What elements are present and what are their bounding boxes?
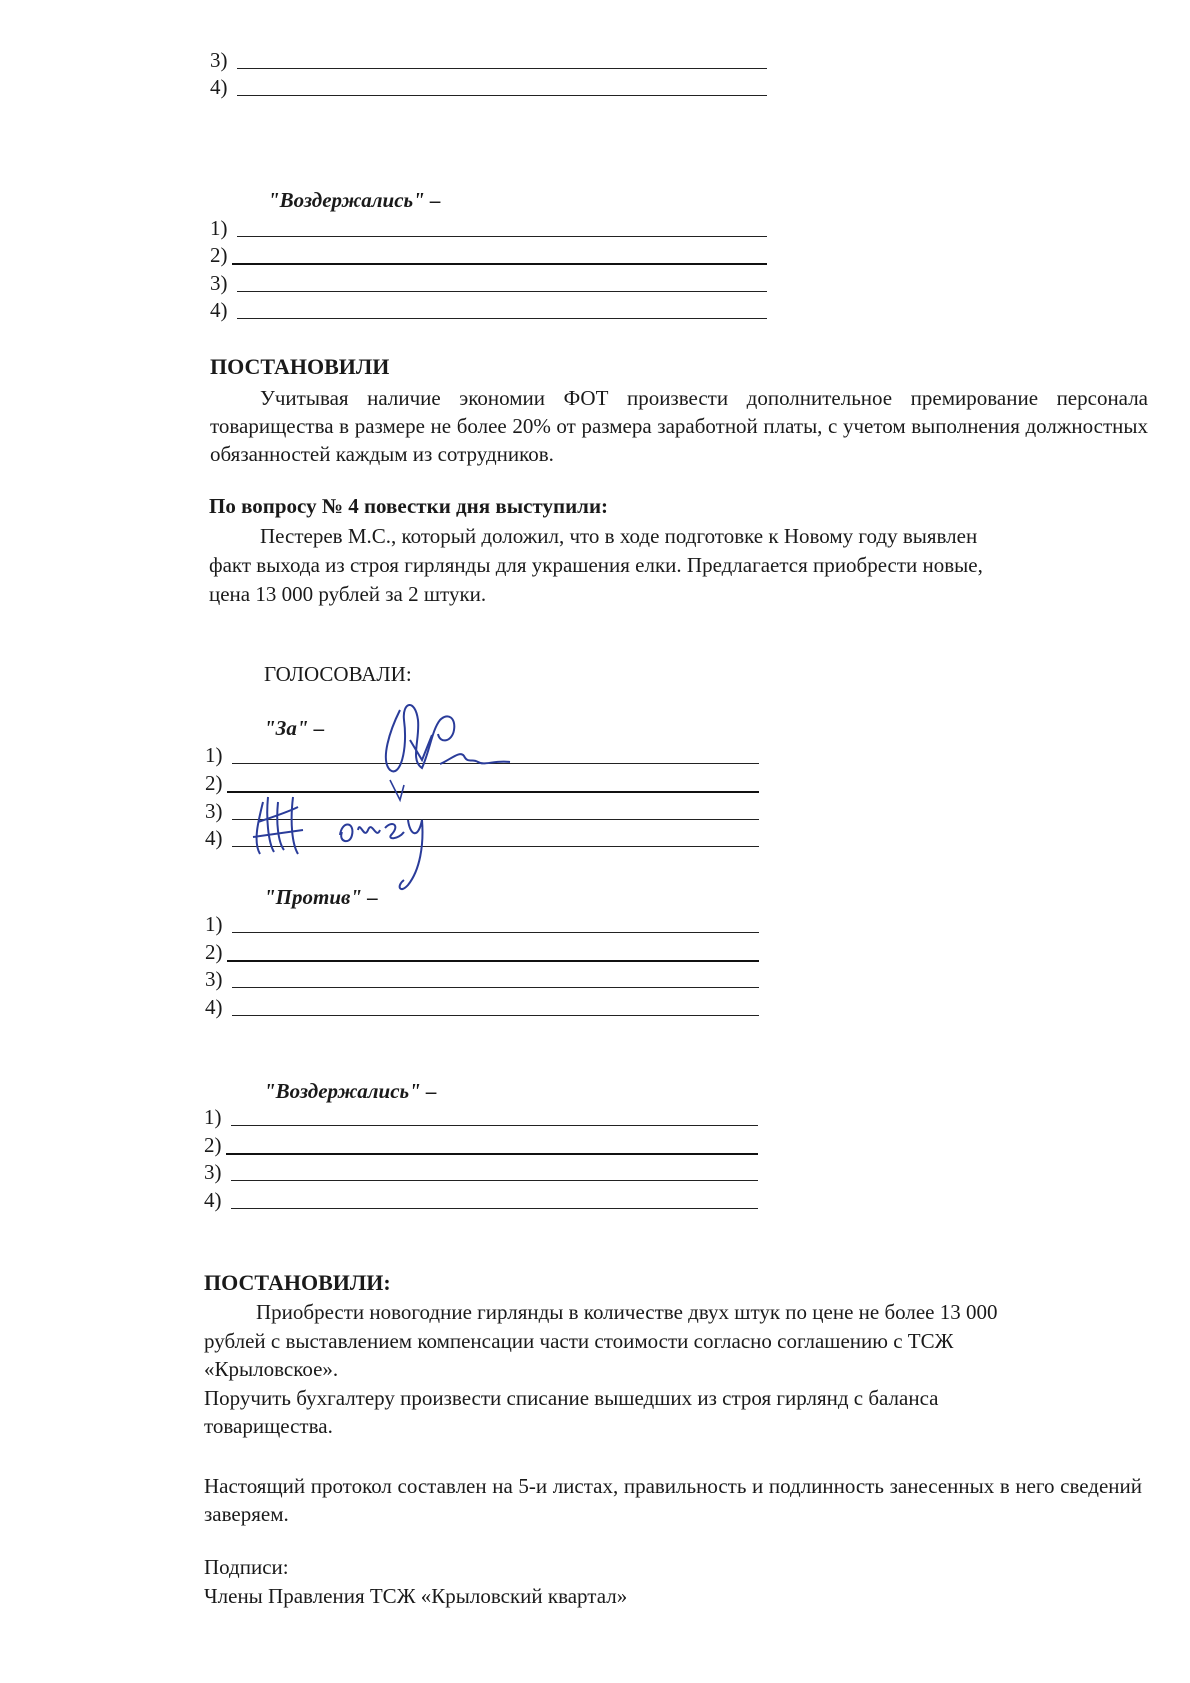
line-number: 1) [210, 216, 228, 240]
abstained-heading: "Воздержались" – [264, 1079, 437, 1103]
resolved-text-line: товарищества. [204, 1414, 333, 1438]
line-number: 3) [210, 271, 228, 295]
line-number: 2) [204, 1133, 222, 1157]
blank-line [232, 1015, 759, 1016]
board-members-label: Члены Правления ТСЖ «Крыловский квартал» [204, 1584, 628, 1608]
line-number: 3) [204, 1160, 222, 1184]
against-heading: "Против" – [264, 885, 378, 909]
signatures-label: Подписи: [204, 1555, 289, 1579]
blank-line [232, 932, 759, 933]
resolved-text-line: Приобрести новогодние гирлянды в количестве двух штук по цене не более 13 000 [256, 1300, 998, 1324]
line-number: 1) [205, 912, 223, 936]
blank-line [231, 1180, 758, 1181]
line-number: 4) [210, 298, 228, 322]
resolved-text-line: Поручить бухгалтеру произвести списание вышедших из строя гирлянд с баланса [204, 1386, 939, 1410]
question-text-line: Пестерев М.С., который доложил, что в ходе подготовке к Новому году выявлен [260, 524, 978, 548]
resolved-heading: ПОСТАНОВИЛИ [210, 354, 390, 379]
handwritten-signature [248, 782, 328, 872]
blank-line-row [210, 216, 770, 240]
blank-line-row [204, 1105, 764, 1129]
blank-line [227, 960, 759, 962]
closing-statement: Настоящий протокол составлен на 5-и листах, правильность и подлинность занесенных в него сведений заверяем. [204, 1474, 1142, 1526]
blank-line [231, 1125, 758, 1126]
blank-line [232, 987, 759, 988]
blank-line-row [204, 1160, 764, 1184]
voting-title: ГОЛОСОВАЛИ: [264, 662, 412, 686]
blank-line [237, 291, 767, 292]
blank-line-row [204, 1133, 764, 1157]
blank-line-row [205, 967, 765, 991]
blank-line [237, 95, 767, 96]
question-text-line: цена 13 000 рублей за 2 штуки. [209, 582, 487, 606]
blank-line-row [210, 298, 770, 322]
line-number: 3) [210, 48, 228, 72]
blank-line-row [210, 271, 770, 295]
line-number: 4) [204, 1188, 222, 1212]
blank-line [231, 1208, 758, 1209]
blank-line [237, 318, 767, 319]
blank-line [232, 263, 767, 265]
question-text-line: факт выхода из строя гирлянды для украшения елки. Предлагается приобрести новые, [209, 553, 983, 577]
blank-line-row [205, 995, 765, 1019]
blank-line-row [204, 1188, 764, 1212]
for-heading: "За" – [264, 716, 325, 740]
resolved-text-line: рублей с выставлением компенсации части стоимости согласно соглашению с ТСЖ [204, 1329, 954, 1353]
blank-line-row [210, 243, 770, 267]
blank-line [237, 68, 767, 69]
line-number: 1) [204, 1105, 222, 1129]
line-number: 3) [205, 799, 223, 823]
blank-line [226, 1153, 758, 1155]
resolved-text-line: «Крыловское». [204, 1357, 339, 1381]
blank-line-row [210, 48, 770, 72]
line-number: 2) [210, 243, 228, 267]
handwritten-signature [330, 790, 450, 900]
line-number: 3) [205, 967, 223, 991]
line-number: 2) [205, 771, 223, 795]
line-number: 4) [205, 995, 223, 1019]
blank-line-row [205, 912, 765, 936]
blank-line-row [210, 75, 770, 99]
line-number: 4) [205, 826, 223, 850]
line-number: 2) [205, 940, 223, 964]
line-number: 4) [210, 75, 228, 99]
question-heading: По вопросу № 4 повестки дня выступили: [209, 494, 609, 518]
line-number: 1) [205, 743, 223, 767]
resolved-text: Учитывая наличие экономии ФОТ произвести дополнительное премирование персонала товарищества в размере не более 20% от размера заработной платы, с учетом выполнения должностных обязанностей каждым из сотрудников. [210, 386, 1148, 466]
blank-line-row [205, 940, 765, 964]
abstained-heading: "Воздержались" – [268, 188, 441, 212]
blank-line [237, 236, 767, 237]
resolved-heading: ПОСТАНОВИЛИ: [204, 1270, 391, 1295]
